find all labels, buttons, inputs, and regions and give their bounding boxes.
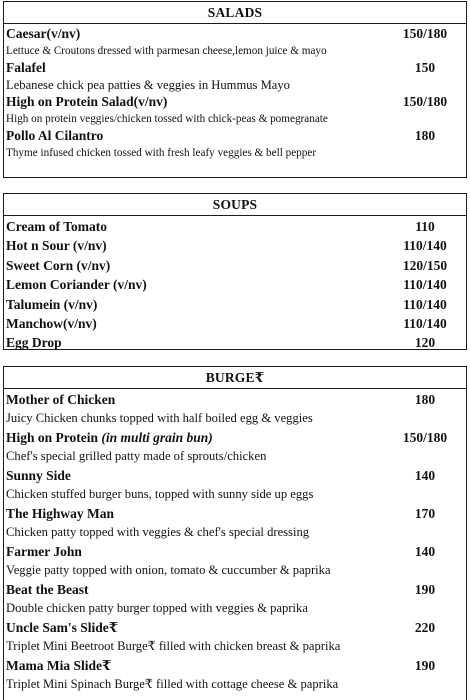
menu-item bbox=[4, 333, 466, 352]
menu-item bbox=[4, 25, 466, 59]
soups-heading: SOUPS bbox=[4, 194, 466, 216]
item-name: Beat the Beast bbox=[6, 582, 89, 597]
item-description: Triplet Mini Spinach Burge₹ filled with cottage cheese & paprika bbox=[6, 677, 339, 691]
item-price: 150/180 bbox=[402, 94, 448, 109]
salads-heading: SALADS bbox=[4, 2, 466, 24]
burgers-section bbox=[3, 366, 467, 700]
menu-item bbox=[4, 59, 466, 93]
item-description: Veggie patty topped with onion, tomato & cuccumber & paprika bbox=[6, 563, 331, 577]
item-price: 110/140 bbox=[403, 315, 447, 331]
item-price: 120 bbox=[414, 335, 436, 351]
item-name: Egg Drop bbox=[6, 335, 62, 351]
menu-item bbox=[4, 618, 466, 656]
menu-item bbox=[4, 656, 466, 694]
menu-item bbox=[4, 580, 466, 618]
item-name: Hot n Sour (v/nv) bbox=[6, 238, 107, 254]
menu-item bbox=[4, 236, 466, 255]
item-description: Triplet Mini Beetroot Burge₹ filled with chicken breast & paprika bbox=[6, 639, 341, 653]
item-name: Farmer John bbox=[6, 544, 82, 559]
item-price: 180 bbox=[414, 392, 436, 407]
menu-item bbox=[4, 295, 466, 314]
item-price: 110 bbox=[415, 219, 435, 234]
menu-item bbox=[4, 542, 466, 580]
item-price: 140 bbox=[414, 544, 436, 559]
burgers-heading: BURGE₹ bbox=[4, 367, 466, 389]
item-price: 180 bbox=[414, 128, 436, 143]
item-price: 220 bbox=[414, 620, 436, 635]
item-description: Chicken patty topped with veggies & chef's special dressing bbox=[6, 525, 310, 539]
item-name: Falafel bbox=[6, 60, 46, 75]
item-name: High on Protein Salad(v/nv) bbox=[6, 94, 168, 109]
item-note: (in multi grain bun) bbox=[101, 430, 213, 445]
item-price: 150/180 bbox=[402, 430, 448, 445]
item-description: Juicy Chicken chunks topped with half boiled egg & veggies bbox=[6, 411, 313, 425]
menu-item bbox=[4, 466, 466, 504]
menu-item bbox=[4, 256, 466, 275]
item-name: Mother of Chicken bbox=[6, 392, 116, 407]
item-name: Caesar(v/nv) bbox=[6, 26, 81, 41]
item-description: Lebanese chick pea patties & veggies in Hummus Mayo bbox=[6, 78, 290, 92]
soups-section bbox=[3, 193, 467, 350]
item-price: 190 bbox=[414, 582, 436, 597]
menu-item bbox=[4, 390, 466, 428]
item-name: Lemon Coriander (v/nv) bbox=[6, 277, 147, 293]
item-name: Mama Mia Slide₹ bbox=[6, 658, 112, 673]
item-price: 190 bbox=[414, 658, 436, 673]
item-price: 110/140 bbox=[403, 277, 447, 293]
item-price: 110/140 bbox=[403, 296, 447, 312]
item-price: 170 bbox=[414, 506, 436, 521]
item-name: Uncle Sam's Slide₹ bbox=[6, 620, 119, 635]
salads-section bbox=[3, 1, 467, 178]
item-description: High on protein veggies/chicken tossed with chick-peas & pomegranate bbox=[6, 113, 328, 125]
item-price: 120/150 bbox=[402, 257, 448, 273]
item-description: Chef's special grilled patty made of sprouts/chicken bbox=[6, 449, 267, 463]
menu-item bbox=[4, 275, 466, 294]
menu-item bbox=[4, 504, 466, 542]
menu-item bbox=[4, 127, 466, 161]
item-name: Manchow(v/nv) bbox=[6, 315, 97, 331]
item-description: Double chicken patty burger topped with veggies & paprika bbox=[6, 601, 308, 615]
item-name: Pollo Al Cilantro bbox=[6, 128, 104, 143]
menu-item bbox=[4, 93, 466, 127]
menu-item bbox=[4, 314, 466, 333]
item-description: Lettuce & Croutons dressed with parmesan cheese,lemon juice & mayo bbox=[6, 45, 327, 57]
item-price: 110/140 bbox=[403, 238, 447, 254]
item-name: Talumein (v/nv) bbox=[6, 296, 98, 312]
item-description: Chicken stuffed burger buns, topped with sunny side up eggs bbox=[6, 487, 314, 501]
item-name: Cream of Tomato bbox=[6, 219, 107, 234]
item-price: 140 bbox=[414, 468, 436, 483]
menu-item bbox=[4, 217, 466, 236]
item-description: Thyme infused chicken tossed with fresh leafy veggies & bell pepper bbox=[6, 147, 317, 159]
item-name: Sweet Corn (v/nv) bbox=[6, 257, 111, 273]
menu-item bbox=[4, 428, 466, 466]
item-price: 150/180 bbox=[402, 26, 448, 41]
item-name: The Highway Man bbox=[6, 506, 115, 521]
item-name: High on Protein (in multi grain bun) bbox=[6, 430, 213, 445]
item-price: 150 bbox=[414, 60, 436, 75]
item-name: Sunny Side bbox=[6, 468, 71, 483]
